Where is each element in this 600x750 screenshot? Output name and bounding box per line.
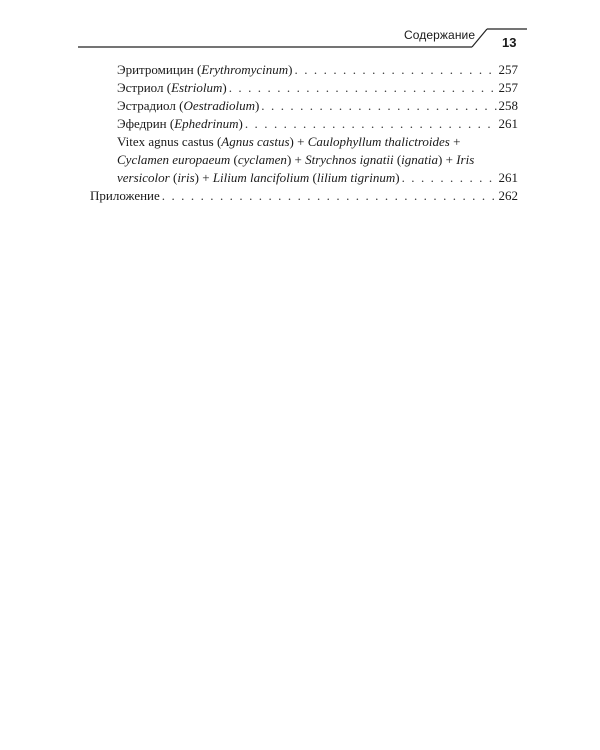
toc-entry (90, 97, 518, 115)
toc-entry (90, 79, 518, 97)
dot-leader (295, 61, 497, 79)
toc-entry-line: Cyclamen europaeum (cyclamen) + Strychnos ignatii (ignatia) + Iris (117, 152, 475, 167)
toc-entry-last-line (117, 169, 518, 187)
dot-leader (261, 97, 496, 115)
toc-entry (90, 115, 518, 133)
toc-entry-title: Эстрадиол (Oestradiolum) (117, 98, 260, 113)
toc-entry-combination (90, 133, 518, 187)
toc-entry-appendix (90, 187, 518, 205)
toc-entry-page: 262 (498, 188, 518, 203)
dot-leader (229, 79, 497, 97)
toc-entry-page: 257 (498, 62, 518, 77)
dot-leader (245, 115, 497, 133)
toc-entry-title: Эритромицин (Erythromycinum) (117, 62, 293, 77)
table-of-contents (90, 61, 518, 205)
toc-entry-title: Эфедрин (Ephedrinum) (117, 116, 243, 131)
toc-entry-title: Приложение (90, 188, 160, 203)
running-header (0, 0, 600, 60)
toc-entry-line: Vitex agnus castus (Agnus castus) + Caulophyllum thalictroides + (117, 134, 461, 149)
toc-entry-page: 261 (498, 170, 518, 185)
toc-entry-page: 261 (498, 116, 518, 131)
toc-entry-title: Эстриол (Estriolum) (117, 80, 227, 95)
header-rule (0, 0, 600, 60)
toc-entry-page: 258 (498, 98, 518, 113)
dot-leader (162, 187, 497, 205)
dot-leader (402, 169, 497, 187)
toc-entry (90, 61, 518, 79)
page-number: 13 (502, 35, 517, 50)
toc-entry-title: versicolor (iris) + Lilium lancifolium (lilium tigrinum) (117, 170, 400, 185)
section-title: Содержание (404, 28, 476, 42)
toc-entry-page: 257 (498, 80, 518, 95)
